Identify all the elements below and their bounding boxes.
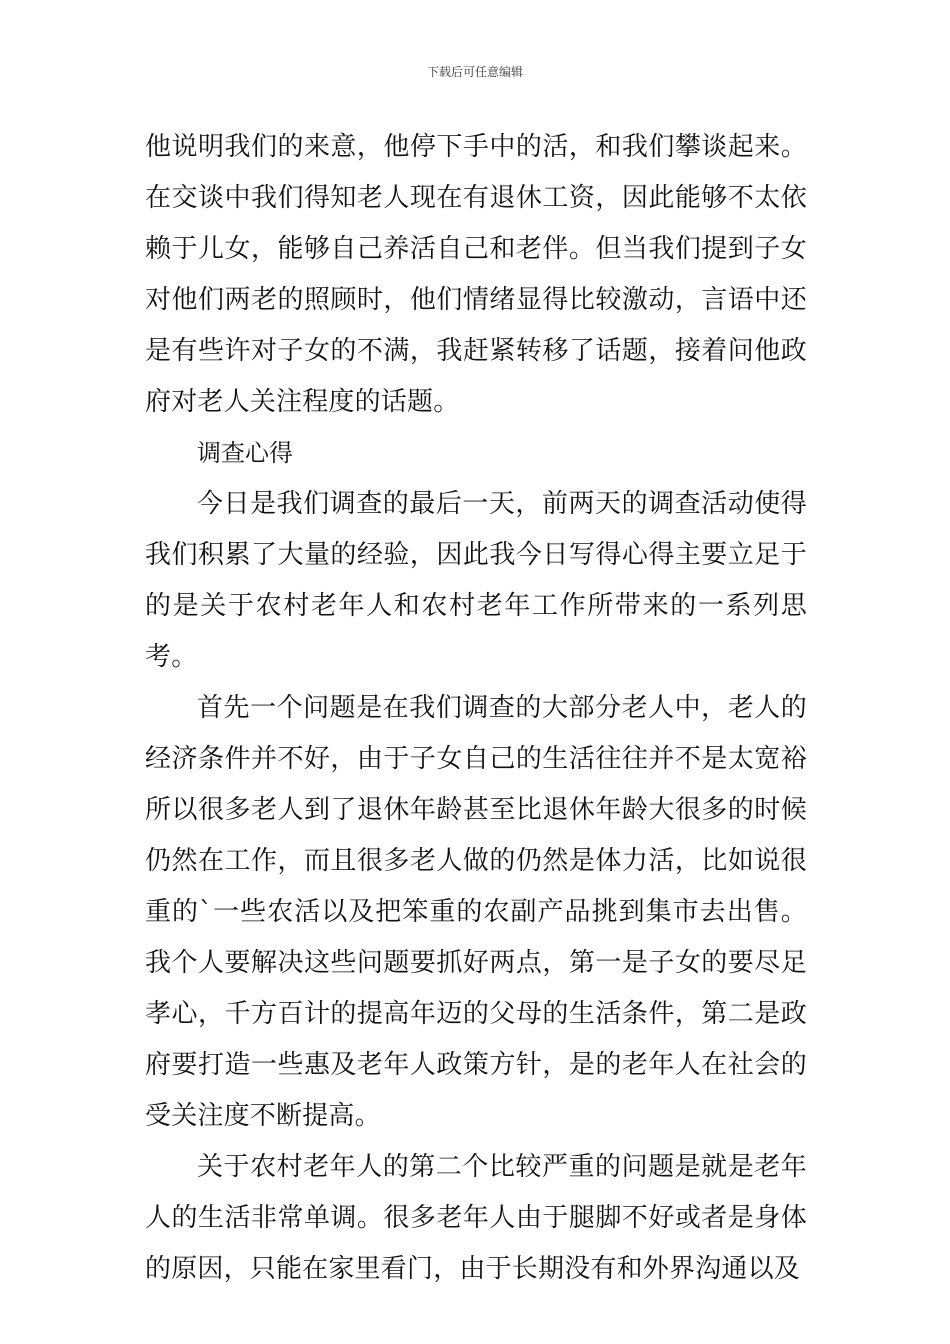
paragraph-continuation: 他说明我们的来意，他停下手中的活，和我们攀谈起来。在交谈中我们得知老人现在有退休工资，因此能够不太依赖于儿女，能够自己养活自己和老伴。但当我们提到子女对他们两老的照顾时，他们情绪显得比较激动，言语中还是有些许对子女的不满，我赶紧转移了话题，接着问他政府对老人关注程度的话题。	[145, 132, 807, 417]
page-header-note: 下载后可任意编辑	[426, 65, 523, 79]
section-heading: 调查心得	[197, 439, 293, 467]
paragraph-second-issue: 关于农村老年人的第二个比较严重的问题是就是老年人的生活非常单调。很多老年人由于腿脚不好或者是身体的原因，只能在家里看门，由于长期没有和外界沟通以及	[145, 1152, 807, 1284]
paragraph-intro: 今日是我们调查的最后一天，前两天的调查活动使得我们积累了大量的经验，因此我今日写得心得主要立足于的是关于农村老年人和农村老年工作所带来的一系列思考。	[145, 489, 807, 672]
paragraph-first-issue: 首先一个问题是在我们调查的大部分老人中，老人的经济条件并不好，由于子女自己的生活往往并不是太宽裕所以很多老人到了退休年龄甚至比退休年龄大很多的时候仍然在工作，而且很多老人做的仍然是体力活，比如说很重的`一些农活以及把笨重的农副产品挑到集市去出售。我个人要解决这些问题要抓好两点，第一是子女的要尽足孝心，千方百计的提高年迈的父母的生活条件，第二是政府要打造一些惠及老年人政策方针，是的老年人在社会的受关注度不断提高。	[145, 693, 807, 1131]
document-body	[145, 122, 807, 1295]
